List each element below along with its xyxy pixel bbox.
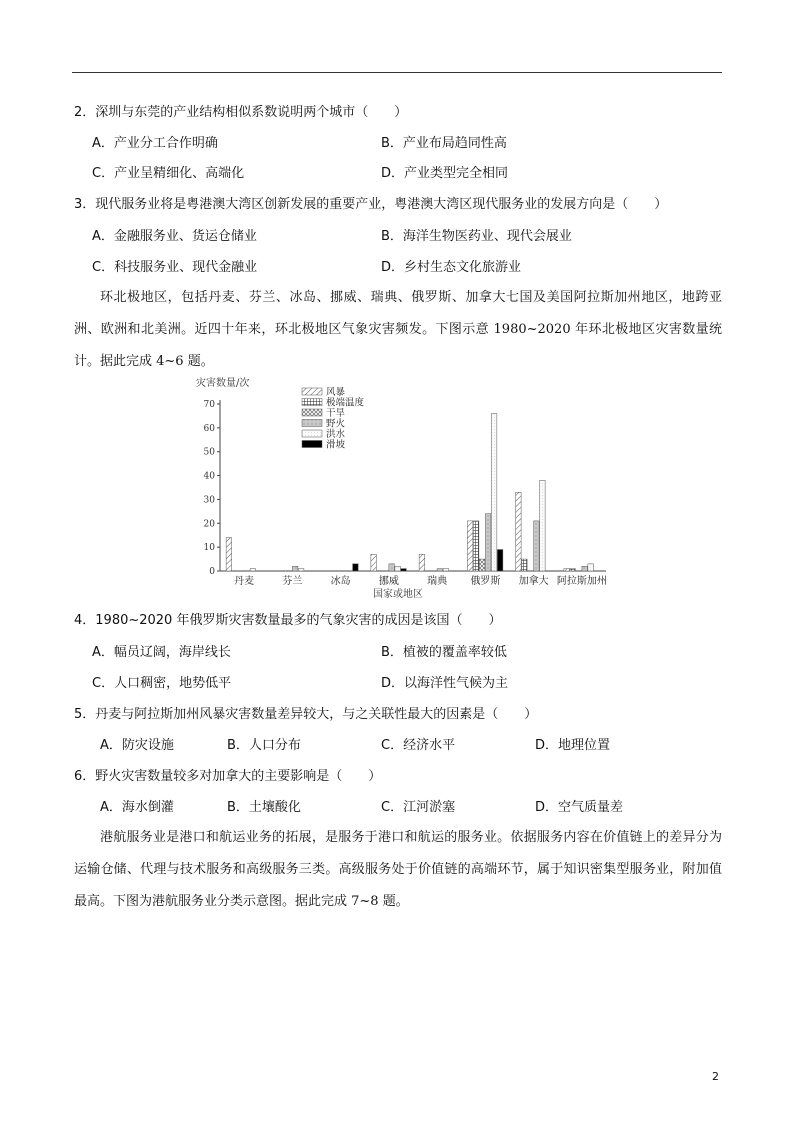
bar <box>401 569 407 571</box>
q2-stem: 2．深圳与东莞的产业结构相似系数说明两个城市（ ） <box>74 105 408 120</box>
y-tick-label: 50 <box>203 447 215 458</box>
x-tick-label: 芬兰 <box>282 576 303 587</box>
bar <box>292 566 298 571</box>
y-axis-label: 灾害数量/次 <box>196 378 250 389</box>
x-tick-label: 俄罗斯 <box>470 576 501 587</box>
legend-label: 风暴 <box>326 387 346 398</box>
y-tick-label: 60 <box>203 423 215 434</box>
bar <box>250 569 256 571</box>
legend-label: 干旱 <box>326 408 346 419</box>
legend-swatch <box>302 409 322 416</box>
bar <box>298 569 304 571</box>
q6-stem: 6．野火灾害数量较多对加拿大的主要影响是（ ） <box>74 769 382 784</box>
bar <box>443 569 449 571</box>
y-tick-label: 70 <box>203 400 215 410</box>
bar <box>582 566 588 571</box>
q6-option-b[interactable]: B．土壤酸化 <box>227 800 301 815</box>
x-axis-label: 国家或地区 <box>373 589 423 600</box>
bar <box>353 564 359 571</box>
q3-option-c[interactable]: C．科技服务业、现代金融业 <box>92 260 258 275</box>
bar <box>485 514 491 571</box>
bar <box>395 566 401 571</box>
q3-stem: 3．现代服务业将是粤港澳大湾区创新发展的重要产业，粤港澳大湾区现代服务业的发展方向是（ ） <box>74 197 668 212</box>
q3-option-b[interactable]: B．海洋生物医药业、现代会展业 <box>381 229 572 244</box>
bar <box>419 554 425 571</box>
page-number: 2 <box>712 1070 719 1083</box>
x-tick-label: 阿拉斯加州 <box>556 576 607 587</box>
q5-option-c[interactable]: C．经济水平 <box>381 738 456 753</box>
bar <box>467 521 473 571</box>
q5-option-d[interactable]: D．地理位置 <box>535 738 611 753</box>
x-tick-label: 加拿大 <box>518 576 549 587</box>
bars <box>226 414 593 571</box>
x-tick-label: 挪威 <box>378 576 399 587</box>
legend-swatch <box>302 399 322 406</box>
bar <box>491 414 497 571</box>
passage-port-services: 港航服务业是港口和航运业务的拓展，是服务于港口和航运的服务业。依据服务内容在价值链上的差异分为运输仓储、代理与技术服务和高级服务三类。高级服务处于价值链的高端环节，属于知识密集型服务业，附加值最高。下图为港航服务业分类示意图。据此完成 7~8 题。 <box>74 830 722 909</box>
q5-option-a[interactable]: A．防灾设施 <box>100 738 174 753</box>
bar <box>564 569 570 571</box>
x-axis <box>220 571 607 587</box>
legend-label: 滑坡 <box>326 439 346 451</box>
q2-option-d[interactable]: D．产业类型完全相同 <box>381 166 509 181</box>
q5-stem: 5．丹麦与阿拉斯加州风暴灾害数量差异较大，与之关联性最大的因素是（ ） <box>74 707 538 722</box>
q4-option-b[interactable]: B．植被的覆盖率较低 <box>381 645 507 660</box>
bar <box>473 521 479 571</box>
x-tick-label: 冰岛 <box>330 576 351 587</box>
q4-stem: 4．1980~2020 年俄罗斯灾害数量最多的气象灾害的成因是该国（ ） <box>74 613 502 628</box>
legend-swatch <box>302 430 322 437</box>
bar <box>226 538 232 571</box>
header-rule <box>72 72 722 73</box>
legend-swatch <box>302 388 322 395</box>
q5-option-b[interactable]: B．人口分布 <box>227 738 301 753</box>
y-tick-label: 20 <box>203 519 215 530</box>
x-tick-label: 瑞典 <box>427 576 448 587</box>
y-tick-label: 0 <box>209 567 215 577</box>
bar <box>371 554 377 571</box>
bar <box>516 492 522 571</box>
q2-option-c[interactable]: C．产业呈精细化、高端化 <box>92 166 245 181</box>
legend-swatch <box>302 441 322 448</box>
passage-arctic: 环北极地区，包括丹麦、芬兰、冰岛、挪威、瑞典、俄罗斯、加拿大七国及美国阿拉斯加州地区，地跨亚洲、欧洲和北美洲。近四十年来，环北极地区气象灾害频发。下图示意 1980~2020 年环北极地区灾害数量统计。据此完成 4~6 题。 <box>74 290 722 369</box>
bar <box>479 559 485 571</box>
legend <box>302 387 365 451</box>
y-axis <box>204 400 220 577</box>
q6-option-a[interactable]: A．海水倒灌 <box>100 800 174 815</box>
bar <box>534 521 540 571</box>
legend-label: 极端温度 <box>326 397 365 409</box>
q4-option-c[interactable]: C．人口稠密，地势低平 <box>92 676 232 691</box>
legend-label: 洪水 <box>326 429 346 440</box>
legend-swatch <box>302 420 322 427</box>
bar <box>522 559 528 571</box>
bar <box>389 564 395 571</box>
x-tick-label: 丹麦 <box>234 576 255 587</box>
q3-option-d[interactable]: D．乡村生态文化旅游业 <box>381 260 522 275</box>
bar <box>570 569 576 571</box>
legend-label: 野火 <box>326 418 346 430</box>
y-tick-label: 10 <box>203 543 215 554</box>
q6-option-d[interactable]: D．空气质量差 <box>535 800 624 815</box>
q2-option-a[interactable]: A．产业分工合作明确 <box>92 136 218 151</box>
y-tick-label: 40 <box>203 471 215 482</box>
q6-option-c[interactable]: C．江河淤塞 <box>381 800 456 815</box>
bar <box>588 564 594 571</box>
bar <box>497 550 503 571</box>
q3-option-a[interactable]: A．金融服务业、货运仓储业 <box>92 229 257 244</box>
q4-option-a[interactable]: A．幅员辽阔，海岸线长 <box>92 645 231 660</box>
disaster-bar-chart <box>190 374 610 606</box>
bar <box>540 480 546 571</box>
y-tick-label: 30 <box>203 495 215 506</box>
q4-option-d[interactable]: D．以海洋性气候为主 <box>381 676 509 691</box>
bar <box>437 569 443 571</box>
q2-option-b[interactable]: B．产业布局趋同性高 <box>381 136 507 151</box>
